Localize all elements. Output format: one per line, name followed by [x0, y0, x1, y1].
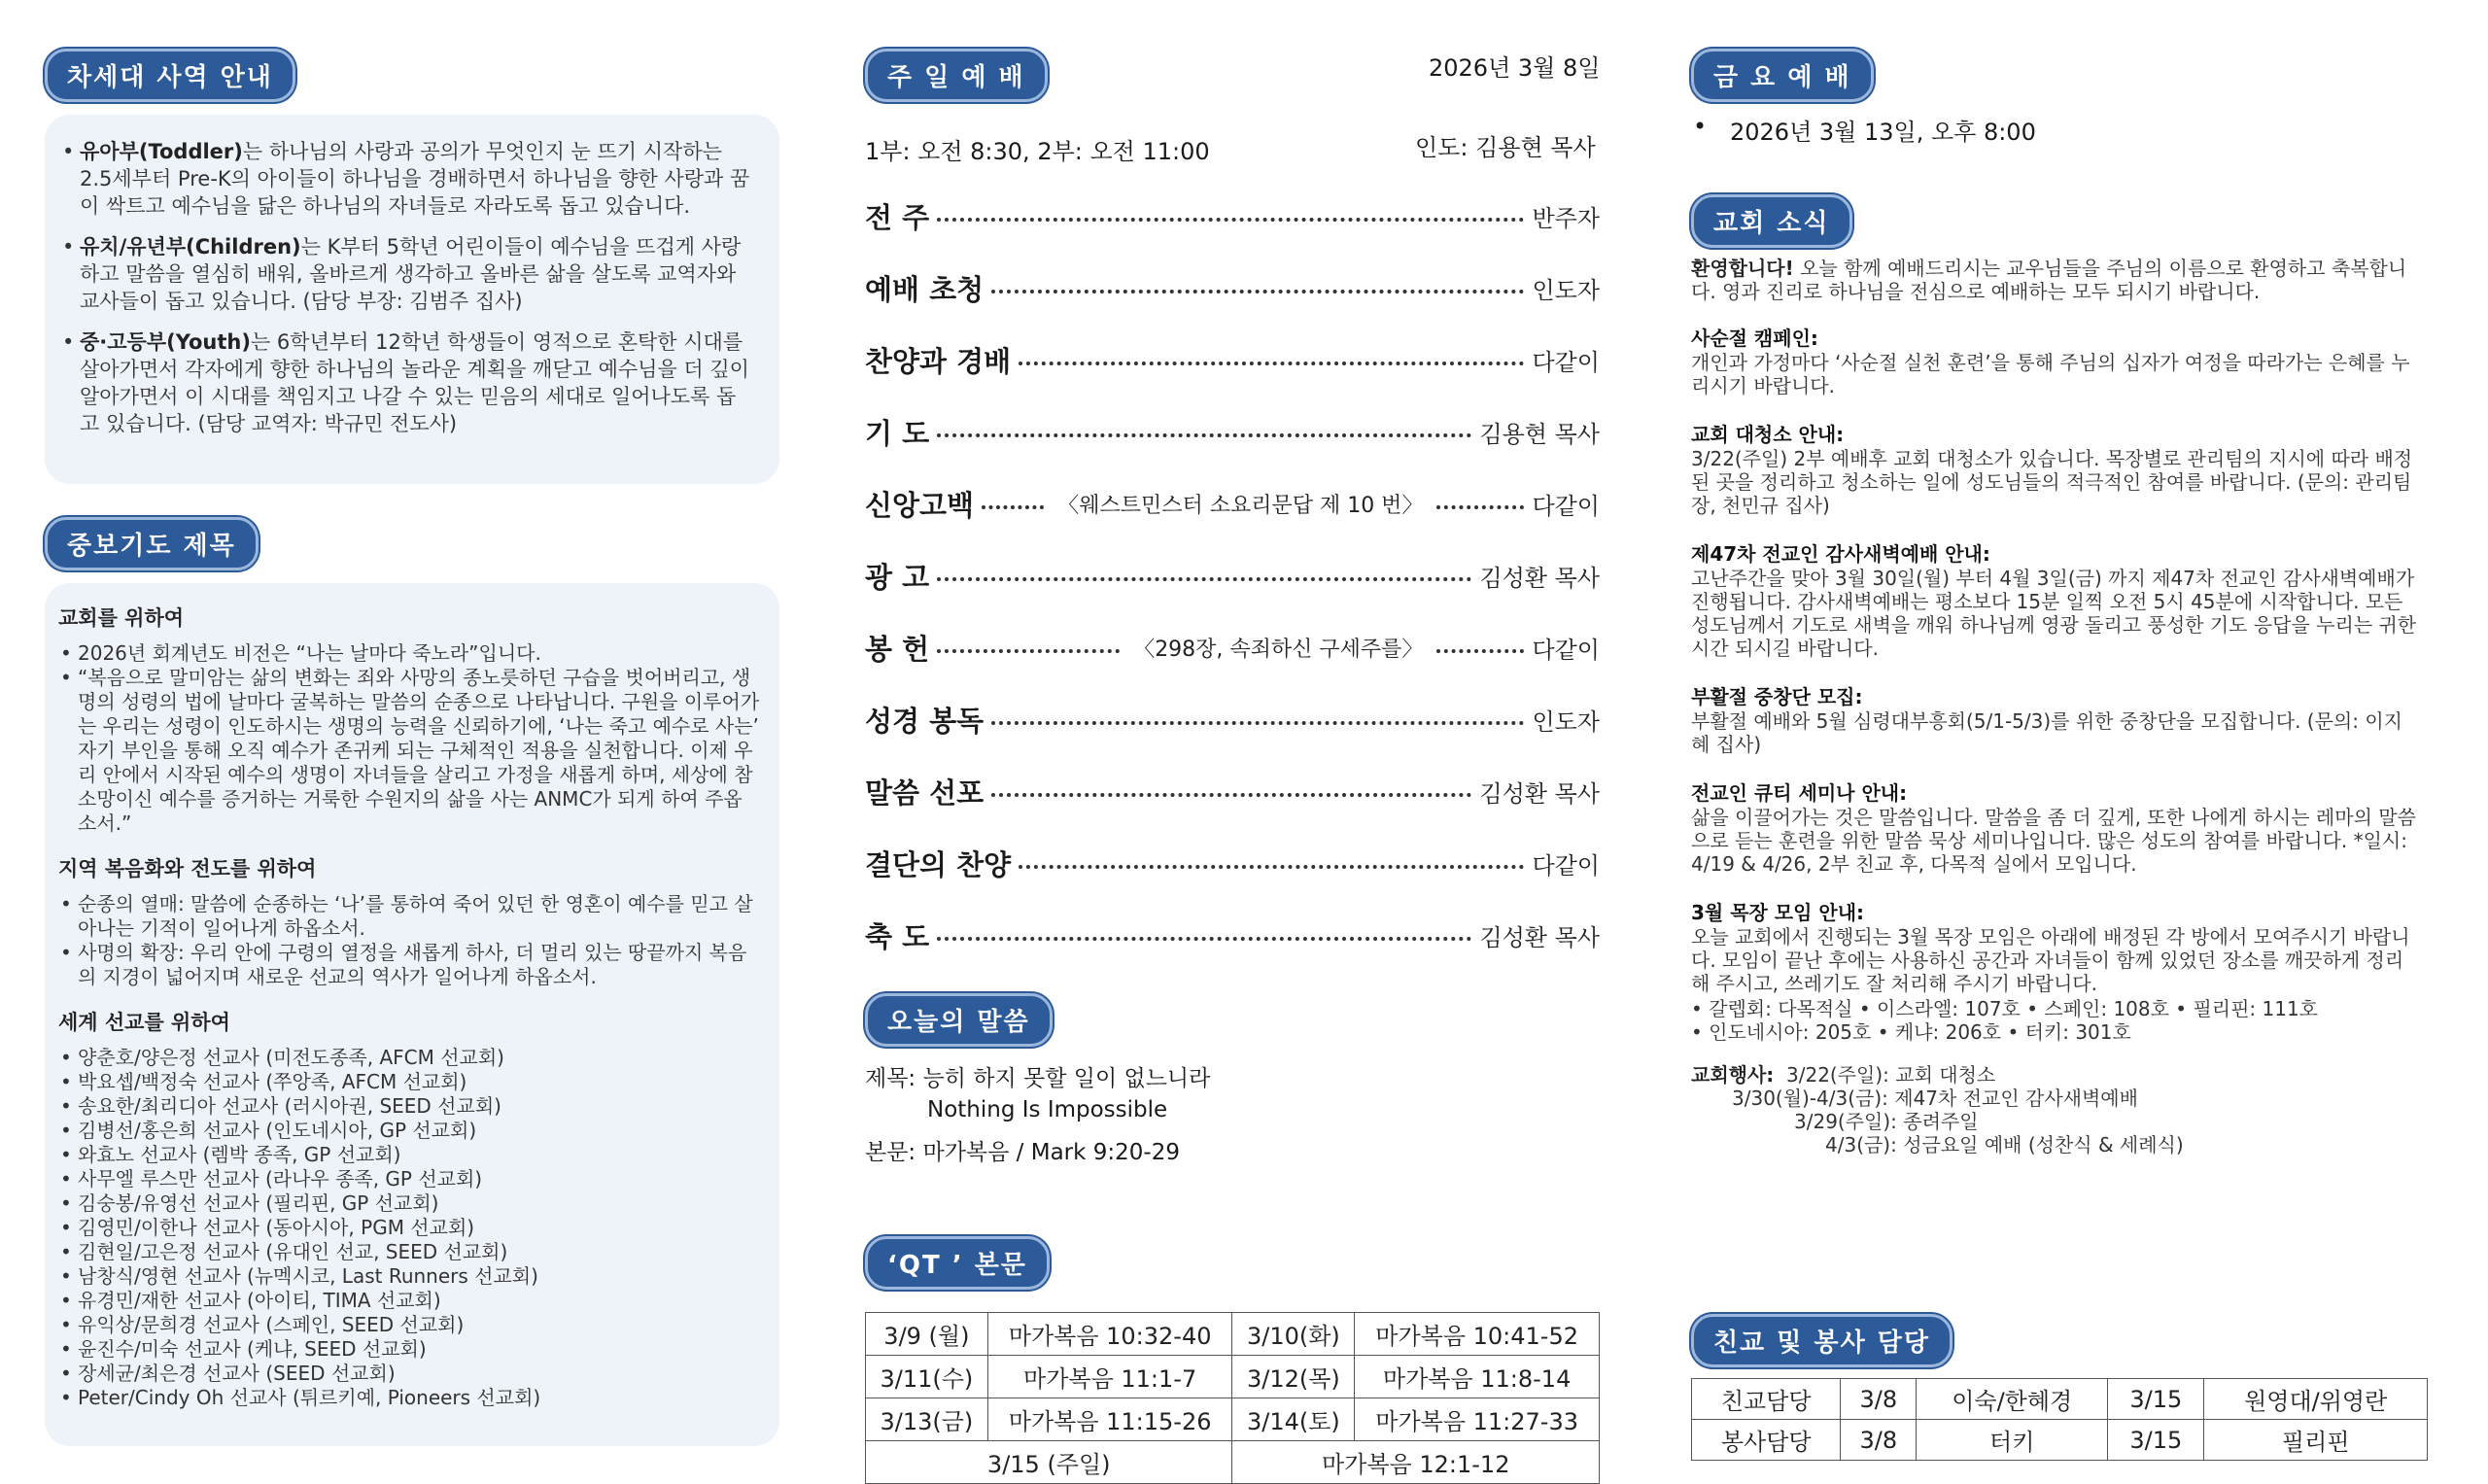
- news-item: [1691, 777, 2420, 876]
- dot-leader: [1436, 505, 1524, 509]
- sermon-title-en: Nothing Is Impossible: [927, 1097, 1168, 1122]
- news-item-text: 오늘 교회에서 진행되는 3월 목장 모임은 아래에 배정된 각 방에서 모여주시기 바랍니다. 모임이 끝난 후에는 사용하신 공간과 자녀들이 함께 있었던 장소를 깨끗하게 정리해 주시고, 쓰레기도 잘 처리해 주시기 바랍니다.: [1691, 925, 2410, 995]
- table-row: [866, 1356, 1600, 1398]
- dot-leader: [937, 649, 1120, 653]
- prayer-header: 중보기도 제목: [45, 517, 259, 570]
- qt-passage: 마가복음 12:1-12: [1232, 1441, 1600, 1484]
- table-row: [1692, 1420, 2428, 1461]
- duty-cell: 3/15: [2108, 1379, 2204, 1420]
- prayer-church-title: 교회를 위하여: [58, 606, 185, 630]
- worship-order-item: [865, 410, 1600, 453]
- worship-order-person: 김용현 목사: [1479, 420, 1600, 448]
- missionary-item: • 송요한/최리디아 선교사 (러시아권, SEED 선교회): [58, 1094, 760, 1119]
- worship-order-name: 찬양과 경배: [865, 344, 1012, 378]
- qt-date: 3/15 (주일): [866, 1441, 1232, 1484]
- events-block: [1691, 1063, 2420, 1156]
- news-item: [1691, 897, 2420, 995]
- dot-leader: [937, 577, 1471, 581]
- missionary-item: • 양춘호/양은정 선교사 (미전도종족, AFCM 선교회): [58, 1046, 760, 1070]
- news-item-text: 개인과 가정마다 ‘사순절 실천 훈련’을 통해 주님의 십자가 여정을 따라가는 은혜를 누리시기 바랍니다.: [1691, 351, 2410, 397]
- event-item: 3/22(주일): 교회 대청소: [1786, 1063, 1996, 1087]
- worship-order-person: 다같이: [1532, 851, 1600, 880]
- missionary-item: • Peter/Cindy Oh 선교사 (튀르키예, Pioneers 선교회): [58, 1386, 760, 1410]
- rooms-line: • 인도네시아: 205호 • 케냐: 206호 • 터키: 301호: [1691, 1020, 2131, 1044]
- word-header: 오늘의 말씀: [865, 993, 1053, 1047]
- event-item: 3/29(주일): 종려주일: [1794, 1110, 1979, 1133]
- worship-order-item: [865, 194, 1600, 237]
- table-row: [1692, 1379, 2428, 1420]
- prayer-local-list: [58, 892, 760, 989]
- news-item: [1691, 323, 2420, 397]
- friday-item: • 2026년 3월 13일, 오후 8:00: [1691, 113, 2371, 147]
- worship-order-name: 말씀 선포: [865, 776, 985, 810]
- events-title: 교회행사:: [1691, 1063, 1775, 1087]
- sermon-title-label: 제목:: [865, 1066, 916, 1091]
- missionary-item: • 와효노 선교사 (렘박 종족, GP 선교회): [58, 1143, 760, 1167]
- worship-order-item: [865, 266, 1600, 309]
- news-item-text: 3/22(주일) 2부 예배후 교회 대청소가 있습니다. 목장별로 관리팀의 지시에 따라 배정된 곳을 정리하고 청소하는 일에 성도님들의 적극적인 참여를 바랍니다. (문의: 관리팀장, 천민규 집사): [1691, 447, 2413, 517]
- dot-leader: [991, 721, 1524, 725]
- duty-cell: 3/15: [2108, 1420, 2204, 1461]
- duty-cell: 필리핀: [2204, 1420, 2428, 1461]
- worship-order-item: [865, 338, 1600, 381]
- news-item-text: 부활절 예배와 5월 심령대부흥회(5/1-5/3)를 위한 중창단을 모집합니다. (문의: 이지혜 집사): [1691, 709, 2402, 756]
- dot-leader: [1019, 362, 1524, 365]
- qt-passage: 마가복음 11:8-14: [1355, 1356, 1600, 1398]
- prayer-world-title: 세계 선교를 위하여: [58, 1011, 230, 1034]
- table-row: [866, 1313, 1600, 1356]
- next-gen-item: • 중·고등부(Youth)는 6학년부터 12학년 학생들이 영적으로 혼탁한 시대를 살아가면서 각자에게 향한 하나님의 놀라운 계획을 깨닫고 예수님을 더 깊이 알아가면서 이 시대를 책임지고 나갈 수 있는 믿음의 세대로 일어나도록 돕고 있습니다. (담당 교역자: 박규민 전도사): [60, 328, 750, 437]
- worship-order-name: 축 도: [865, 919, 930, 953]
- dot-leader: [982, 505, 1044, 509]
- qt-passage: 마가복음 11:15-26: [987, 1398, 1232, 1441]
- worship-order-person: 반주자: [1532, 204, 1600, 232]
- worship-order-item: [865, 842, 1600, 884]
- qt-passage: 마가복음 11:1-7: [987, 1356, 1232, 1398]
- news-item-title: 3월 목장 모임 안내:: [1691, 901, 1865, 924]
- prayer-item: • “복음으로 말미암는 삶의 변화는 죄와 사망의 종노릇하던 구습을 벗어버리고, 생명의 성령의 법에 날마다 굴복하는 말씀의 순종으로 나타납니다. 구원을 이루어가는 우리는 성령이 인도하시는 생명의 능력을 신뢰하기에, ‘나는 죽고 예수로 사는’ 자기 부인을 통해 오직 예수가 존귀케 되는 구체적인 적용을 실천합니다. 이제 우리 안에서 시작된 예수의 생명이 자녀들을 살리고 가정을 새롭게 하며, 세상에 참 소망이신 예수를 증거하는 거룩한 수원지의 삶을 사는 ANMC가 되게 하여 주옵소서.”: [58, 666, 760, 836]
- missionary-item: • 김현일/고은정 선교사 (유대인 선교, SEED 선교회): [58, 1240, 760, 1264]
- news-item: [1691, 419, 2420, 517]
- sunday-date: 2026년 3월 8일: [1429, 54, 1601, 82]
- worship-order-person: 김성환 목사: [1479, 923, 1600, 951]
- friday-header: 금 요 예 배: [1691, 49, 1874, 102]
- missionary-item: • 김병선/홍은희 선교사 (인도네시아, GP 선교회): [58, 1119, 760, 1143]
- missionary-item: • 김영민/이한나 선교사 (동아시아, PGM 선교회): [58, 1216, 760, 1240]
- duty-cell: 3/8: [1841, 1379, 1917, 1420]
- worship-order-name: 봉 헌: [865, 632, 930, 666]
- dot-leader: [937, 937, 1471, 941]
- worship-order-item: [865, 554, 1600, 597]
- sunday-header: 주 일 예 배: [865, 49, 1048, 102]
- dot-leader: [937, 218, 1524, 222]
- next-gen-box: [45, 115, 779, 484]
- qt-header: ‘QT ’ 본문: [865, 1236, 1050, 1290]
- prayer-church-list: [58, 641, 760, 836]
- qt-passage: 마가복음 10:41-52: [1355, 1313, 1600, 1356]
- missionary-item: • 김숭봉/유영선 선교사 (필리핀, GP 선교회): [58, 1191, 760, 1216]
- prayer-item: • 사명의 확장: 우리 안에 구령의 열정을 새롭게 하사, 더 멀리 있는 땅끝까지 복음의 지경이 넓어지며 새로운 선교의 역사가 일어나게 하옵소서.: [58, 941, 760, 989]
- qt-date: 3/14(토): [1232, 1398, 1355, 1441]
- event-item: 3/30(월)-4/3(금): 제47차 전교인 감사새벽예배: [1732, 1087, 2138, 1110]
- qt-date: 3/12(목): [1232, 1356, 1355, 1398]
- dot-leader: [1436, 649, 1524, 653]
- duty-table: [1691, 1378, 2428, 1461]
- news-header: 교회 소식: [1691, 194, 1852, 248]
- missionary-item: • 박요셉/백정숙 선교사 (쭈앙족, AFCM 선교회): [58, 1070, 760, 1094]
- worship-order-name: 결단의 찬양: [865, 847, 1012, 881]
- worship-order-item: [865, 626, 1600, 669]
- worship-order-person: 김성환 목사: [1479, 779, 1600, 808]
- worship-order-name: 성경 봉독: [865, 704, 985, 738]
- news-item-title: 교회 대청소 안내:: [1691, 423, 1845, 446]
- worship-order-person: 다같이: [1532, 636, 1600, 664]
- worship-order-name: 예배 초청: [865, 272, 985, 306]
- duty-cell: 터키: [1917, 1420, 2108, 1461]
- worship-order-name: 광 고: [865, 560, 930, 594]
- news-item-title: 전교인 큐티 세미나 안내:: [1691, 781, 1908, 805]
- table-row: [866, 1398, 1600, 1441]
- prayer-local-title: 지역 복음화와 전도를 위하여: [58, 857, 317, 880]
- worship-order-person: 인도자: [1532, 707, 1600, 736]
- sunday-times: 1부: 오전 8:30, 2부: 오전 11:00: [865, 138, 1210, 165]
- dot-leader: [937, 433, 1471, 437]
- qt-date: 3/9 (월): [866, 1313, 988, 1356]
- worship-order-person: 인도자: [1532, 276, 1600, 304]
- worship-order-name: 신앙고백: [865, 488, 975, 522]
- worship-order-person: 다같이: [1532, 348, 1600, 376]
- qt-date: 3/13(금): [866, 1398, 988, 1441]
- worship-order-person: 다같이: [1532, 492, 1600, 520]
- worship-order-detail: 〈298장, 속죄하신 구세주를〉: [1133, 637, 1424, 662]
- news-welcome: 환영합니다! 오늘 함께 예배드리시는 교우님들을 주님의 이름으로 환영하고 축복합니다. 영과 진리로 하나님을 전심으로 예배하는 모두 되시기 바랍니다.: [1691, 257, 2407, 303]
- dot-leader: [991, 290, 1524, 293]
- duty-cell: 친교담당: [1692, 1379, 1841, 1420]
- news-item: [1691, 681, 2420, 756]
- qt-date: 3/10(화): [1232, 1313, 1355, 1356]
- duty-cell: 원영대/위영란: [2204, 1379, 2428, 1420]
- qt-table: [865, 1312, 1600, 1484]
- news-item-title: 제47차 전교인 감사새벽예배 안내:: [1691, 542, 1990, 566]
- rooms-line: • 갈렙회: 다목적실 • 이스라엘: 107호 • 스페인: 108호 • 필리핀: 111호: [1691, 997, 2318, 1020]
- next-gen-item: • 유아부(Toddler)는 하나님의 사랑과 공의가 무엇인지 눈 뜨기 시작하는 2.5세부터 Pre-K의 아이들이 하나님을 경배하면서 하나님을 향한 사랑과 꿈이 싹트고 예수님을 닮은 하나님의 자녀들로 자라도록 돕고 있습니다.: [60, 138, 750, 220]
- next-gen-item: • 유치/유년부(Children)는 K부터 5학년 어린이들이 예수님을 뜨겁게 사랑하고 말씀을 열심히 배워, 올바르게 생각하고 올바른 삶을 살도록 교역자와 교사들이 돕고 있습니다. (담당 부장: 김범주 집사): [60, 233, 750, 315]
- next-gen-header: 차세대 사역 안내: [45, 49, 295, 102]
- prayer-item: • 2026년 회계년도 비전은 “나는 날마다 죽노라”입니다.: [58, 641, 760, 666]
- worship-order-item: [865, 914, 1600, 956]
- worship-order-person: 김성환 목사: [1479, 564, 1600, 592]
- qt-date: 3/11(수): [866, 1356, 988, 1398]
- missionary-item: • 윤진수/미숙 선교사 (케냐, SEED 선교회): [58, 1337, 760, 1362]
- missionary-list: [58, 1046, 760, 1410]
- worship-order-item: [865, 770, 1600, 812]
- worship-order-item: [865, 698, 1600, 741]
- duty-cell: 이숙/한혜경: [1917, 1379, 2108, 1420]
- duty-cell: 3/8: [1841, 1420, 1917, 1461]
- news-item-text: 삶을 이끌어가는 것은 말씀입니다. 말씀을 좀 더 깊게, 또한 나에게 하시는 레마의 말씀으로 듣는 훈련을 위한 말씀 묵상 세미나입니다. 많은 성도의 참여를 바랍니다. *일시: 4/19 & 4/26, 2부 친교 후, 다목적 실에서 모입니다.: [1691, 806, 2416, 876]
- event-item: 4/3(금): 성금요일 예배 (성찬식 & 세례식): [1825, 1133, 2184, 1156]
- missionary-item: • 장세균/최은경 선교사 (SEED 선교회): [58, 1362, 760, 1386]
- sermon-title-ko: 능히 하지 못할 일이 없느니라: [922, 1066, 1211, 1091]
- dot-leader: [1019, 865, 1524, 869]
- worship-order-detail: 〈웨스트민스터 소요리문답 제 10 번〉: [1057, 493, 1424, 518]
- missionary-item: • 사무엘 루스만 선교사 (라나우 종족, GP 선교회): [58, 1167, 760, 1191]
- news-item-text: 고난주간을 맞아 3월 30일(월) 부터 4월 3일(금) 까지 제47차 전교인 감사새벽예배가 진행됩니다. 감사새벽예배는 평소보다 15분 일찍 오전 5시 45분에 시작합니다. 모든 성도님께서 기도로 새벽을 깨워 하나님께 영광 돌리고 풍성한 기도 응답을 누리는 귀한 시간 되시길 바랍니다.: [1691, 567, 2417, 660]
- worship-order-name: 기 도: [865, 416, 930, 450]
- sermon-text: 마가복음 / Mark 9:20-29: [922, 1140, 1180, 1165]
- duty-header: 친교 및 봉사 담당: [1691, 1314, 1952, 1367]
- worship-order-name: 전 주: [865, 200, 930, 234]
- qt-passage: 마가복음 11:27-33: [1355, 1398, 1600, 1441]
- sunday-leader: 인도: 김용현 목사: [1415, 134, 1596, 161]
- worship-order: [865, 194, 1600, 952]
- news-list: [1691, 323, 2420, 995]
- qt-passage: 마가복음 10:32-40: [987, 1313, 1232, 1356]
- duty-cell: 봉사담당: [1692, 1420, 1841, 1461]
- dot-leader: [991, 793, 1471, 797]
- missionary-item: • 유경민/재한 선교사 (아이티, TIMA 선교회): [58, 1289, 760, 1313]
- prayer-box: [45, 583, 779, 1446]
- missionary-item: • 유익상/문희경 선교사 (스페인, SEED 선교회): [58, 1313, 760, 1337]
- sermon-text-label: 본문:: [865, 1140, 916, 1165]
- news-item-title: 사순절 캠페인:: [1691, 327, 1818, 350]
- worship-order-item: [865, 482, 1600, 525]
- prayer-item: • 순종의 열매: 말씀에 순종하는 ‘나’를 통하여 죽어 있던 한 영혼이 예수를 믿고 살아나는 기적이 일어나게 하옵소서.: [58, 892, 760, 941]
- news-item-title: 부활절 중창단 모집:: [1691, 685, 1863, 708]
- missionary-item: • 남창식/영현 선교사 (뉴멕시코, Last Runners 선교회): [58, 1264, 760, 1289]
- news-item: [1691, 538, 2420, 660]
